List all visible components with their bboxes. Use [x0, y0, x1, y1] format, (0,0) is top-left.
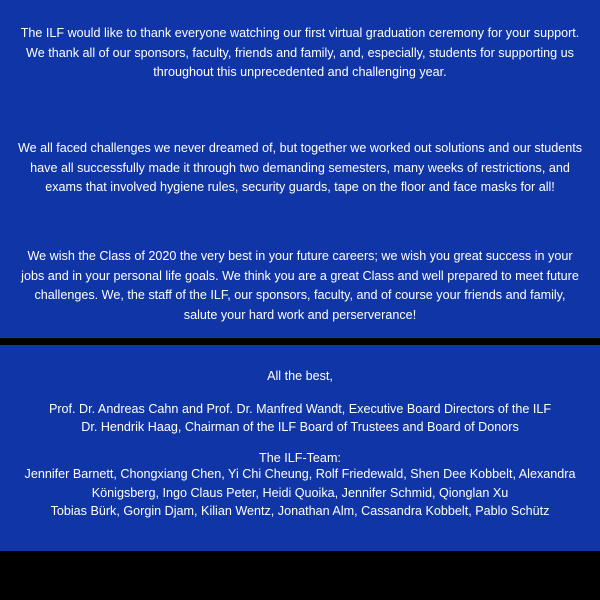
closing-greeting: All the best,: [267, 369, 333, 383]
board-directors-signature: Prof. Dr. Andreas Cahn and Prof. Dr. Manfred Wandt, Executive Board Directors of the ILF: [48, 402, 552, 416]
board-chairman-signature: Dr. Hendrik Haag, Chairman of the ILF Board of Trustees and Board of Donors: [81, 420, 519, 434]
team-heading: The ILF-Team:: [259, 451, 341, 465]
team-members-list: Jennifer Barnett, Chongxiang Chen, Yi Chi Cheung, Rolf Friedewald, Shen Dee Kobbelt, Alexandra Königsberg, Ingo Claus Peter, Heidi Quoika, Jennifer Schmid, Qionglan Xu Tobias Bürk, Gorgin Djam, Kilian Wentz, Jonathan Alm, Cassandra Kobbelt, Pablo Schütz: [24, 467, 576, 518]
best-wishes-paragraph: We wish the Class of 2020 the very best in your future careers; we wish you great success in your jobs and in your personal life goals. We think you are a great Class and well prepared to meet future challenges. We, the staff of the ILF, our sponsors, faculty, and of course your friends and family, salute your hard work and perserverance!: [21, 249, 579, 322]
signature-panel: [0, 345, 600, 551]
challenges-paragraph: We all faced challenges we never dreamed of, but together we worked out solutions and our students have all successfully made it through two demanding semesters, many weeks of restrictions, and exams that involved hygiene rules, security guards, tape on the floor and face masks for all!: [17, 141, 583, 194]
thank-you-paragraph: The ILF would like to thank everyone watching our first virtual graduation ceremony for your support. We thank all of our sponsors, faculty, friends and family, and, especially, students for supporting us throughout this unprecedented and challenging year.: [20, 26, 580, 79]
